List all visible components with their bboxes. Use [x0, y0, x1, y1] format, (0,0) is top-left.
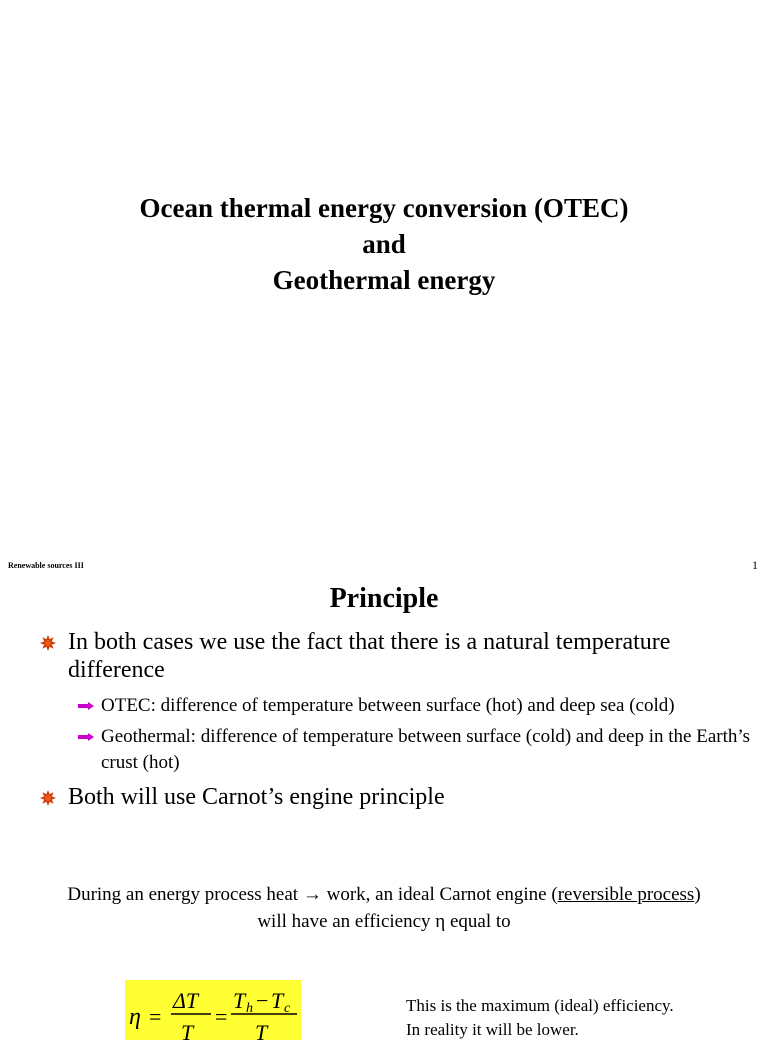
star-burst-icon	[40, 790, 56, 806]
formula-equals-1: =	[149, 1004, 162, 1029]
note-line-2: In reality it will be lower.	[406, 1020, 579, 1039]
efficiency-note	[406, 994, 746, 1042]
star-burst-icon	[40, 635, 56, 651]
formula-delta-t: ΔT	[173, 988, 199, 1013]
page-number: 1	[752, 558, 758, 572]
note-line-1: This is the maximum (ideal) efficiency.	[406, 996, 674, 1015]
paragraph-line-2: will have an efficiency η equal to	[257, 911, 511, 932]
formula-t-c: T	[271, 988, 284, 1013]
dash-arrow-icon	[78, 702, 94, 710]
paragraph-part-2: work, an ideal Carnot engine (	[326, 884, 558, 905]
bullet-item	[40, 628, 740, 684]
title-line-2: and	[362, 229, 406, 259]
formula-graphic	[125, 980, 301, 1040]
paragraph-line-1	[0, 881, 768, 908]
formula-c-subscript: c	[284, 1001, 291, 1016]
formula-t-h: T	[233, 988, 246, 1013]
sub-bullet-text: OTEC: difference of temperature between surface (hot) and deep sea (cold)	[101, 695, 675, 716]
sub-bullet-item	[78, 724, 758, 776]
title-line-1: Ocean thermal energy conversion (OTEC)	[139, 193, 629, 223]
footer-label: Renewable sources III	[8, 561, 84, 570]
arrow-glyph: →	[302, 884, 322, 905]
formula-equals-2: =	[215, 1004, 228, 1029]
paragraph-part-1: During an energy process heat	[67, 884, 299, 905]
formula-minus: −	[256, 988, 269, 1013]
dash-arrow-icon	[78, 733, 94, 741]
bullet-text: In both cases we use the fact that there is a natural temperature difference	[68, 629, 671, 683]
formula-denominator-1: T	[181, 1020, 194, 1042]
sub-bullet-item	[78, 693, 758, 719]
formula-eta: η	[129, 1004, 141, 1030]
formula-h-subscript: h	[246, 1001, 253, 1016]
slide-heading: Principle	[329, 583, 439, 614]
reversible-process-term: reversible process	[557, 884, 695, 905]
principle-slide	[0, 576, 768, 1042]
paragraph-part-3: )	[694, 884, 701, 905]
title-line-3: Geothermal energy	[272, 265, 496, 295]
sub-bullet-text: Geothermal: difference of temperature between surface (cold) and deep in the Earth’s crust (hot)	[101, 726, 751, 773]
formula-denominator-2: T	[255, 1020, 268, 1042]
bullet-text: Both will use Carnot’s engine principle	[68, 784, 445, 810]
slide-title	[0, 190, 768, 298]
efficiency-paragraph	[0, 881, 768, 935]
bullet-item	[40, 783, 740, 811]
efficiency-formula	[125, 980, 301, 1040]
